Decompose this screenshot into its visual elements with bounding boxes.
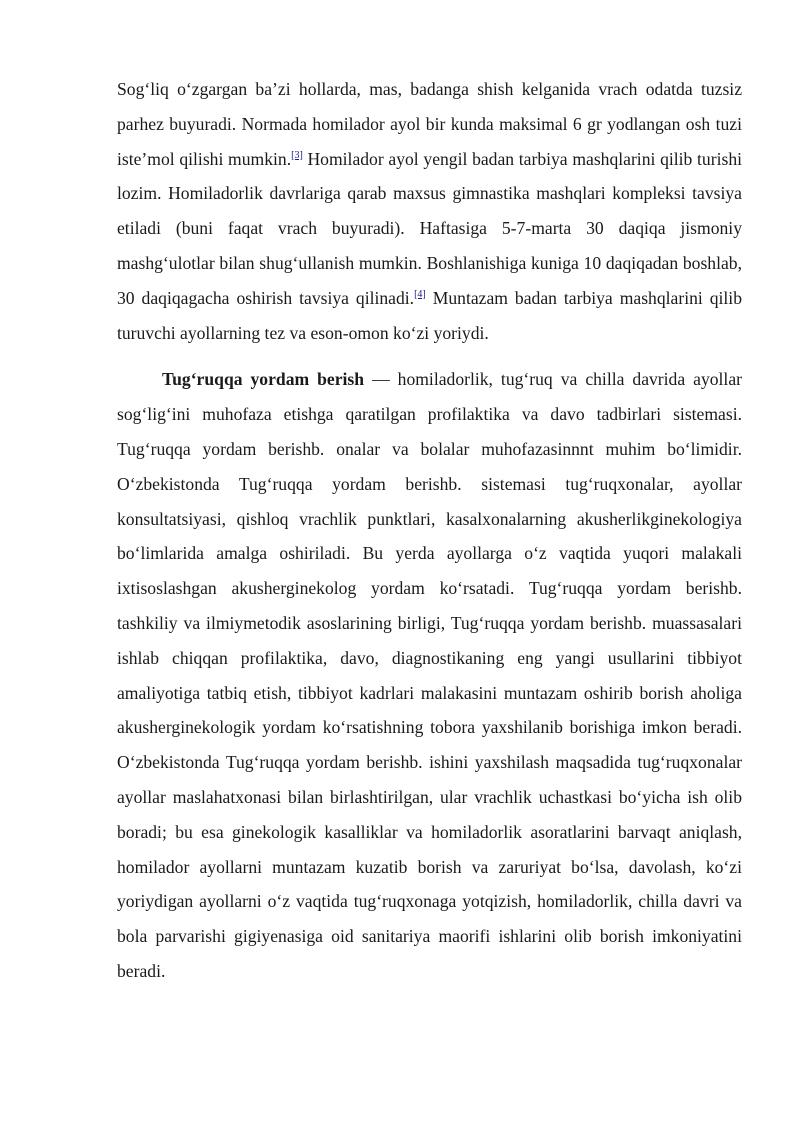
document-page [117,72,742,989]
defined-term: Tug‘ruqqa yordam berish [162,369,365,390]
paragraph-1-part-1: Sog‘liq o‘zgargan ba’zi hollarda, mas, badanga shish kelganida vrach odatda tuzsiz parhez buyuradi. Normada homilador ayol bir kunda maksimal 6 gr yodlangan osh tuzi iste’mol qilishi mumkin. [117,79,742,169]
footnote-link-4[interactable]: [4] [414,288,426,300]
paragraph-1-part-3: Muntazam badan tarbiya mashqlarini qilib turuvchi ayollarning tez va eson-omon ko‘zi yoriydi. [117,287,742,343]
paragraph-2-body: — homiladorlik, tug‘ruq va chilla davrida ayollar sog‘lig‘ini muhofaza etishga qaratilgan profilaktika va davo tadbirlari sistemasi. Tug‘ruqqa yordam berishb. onalar va bolalar muhofazasinnnt muhim bo‘limidir. O‘zbekistonda Tug‘ruqqa yordam berishb. sistemasi tug‘ruqxonalar, ayollar konsultatsiyasi, qishloq vrachlik punktlari, kasalxonalarning akusherlikginekologiya bo‘limlarida amalga oshiriladi. Bu yerda ayollarga o‘z vaqtida yuqori malakali ixtisoslashgan akusherginekolog yordam ko‘rsatadi. Tug‘ruqqa yordam berishb. tashkiliy va ilmiymetodik asoslarining birligi, Tug‘ruqqa yordam berishb. muassasalari ishlab chiqqan profilaktika, davo, diagnostikaning eng yangi usullarini tibbiyot amaliyotiga tatbiq etish, tibbiyot kadrlari malakasini muntazam oshirib borish aholiga akusherginekologik yordam ko‘rsatishning tobora yaxshilanib borishiga imkon beradi. O‘zbekistonda Tug‘ruqqa yordam berishb. ishini yaxshilash maqsadida tug‘ruqxonalar ayollar maslahatxonasi bilan birlashtirilgan, ular vrachlik uchastkasi bo‘yicha ish olib boradi; bu esa ginekologik kasalliklar va homiladorlik asoratlarini barvaqt aniqlash, homilador ayollarni muntazam kuzatib borish va zaruriyat bo‘lsa, davolash, ko‘zi yoriydigan ayollarni o‘z vaqtida tug‘ruqxonaga yotqizish, homiladorlik, chilla davri va bola parvarishi gigiyenasiga oid sanitariya maorifi ishlarini olib borish imkoniyatini beradi. [117,369,742,981]
paragraph-obstetric-care [117,362,742,988]
footnote-link-3[interactable]: [3] [291,149,303,161]
paragraph-nutrition-exercise [117,72,742,350]
paragraph-1-part-2: Homilador ayol yengil badan tarbiya mashqlarini qilib turishi lozim. Homiladorlik davrlariga qarab maxsus gimnastika mashqlari kompleksi tavsiya etiladi (buni faqat vrach buyuradi). Haftasiga 5-7-marta 30 daqiqa jismoniy mashg‘ulotlar bilan shug‘ullanish mumkin. Boshlanishiga kuniga 10 daqiqadan boshlab, 30 daqiqagacha oshirish tavsiya qilinadi. [117,148,743,308]
